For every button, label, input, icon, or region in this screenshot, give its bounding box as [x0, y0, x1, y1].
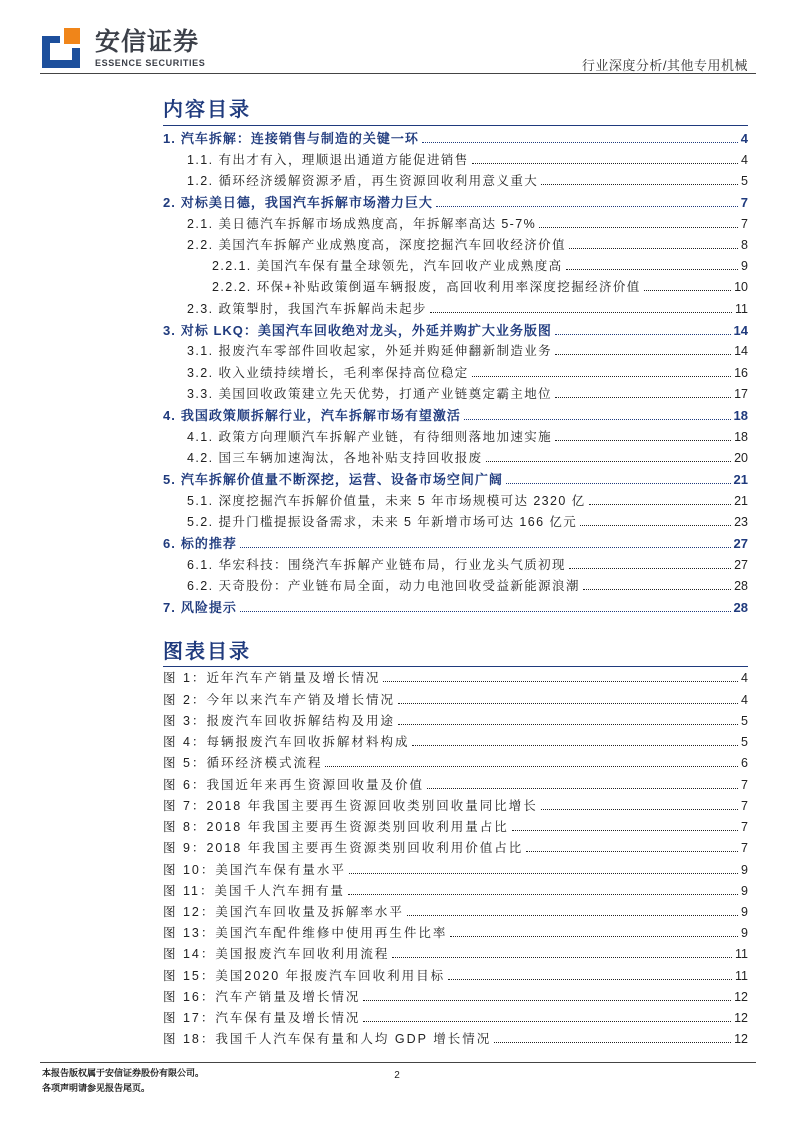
dot-leader — [407, 915, 738, 916]
dot-leader — [555, 334, 731, 335]
toc-entry-number: 4.1. — [187, 429, 214, 444]
toc-entry-page: 20 — [734, 450, 748, 465]
toc-entry-title: 汽车拆解价值量不断深挖，运营、设备市场空间广阔 — [180, 472, 503, 488]
toc-entry-number: 5. — [163, 472, 176, 488]
toc-entry-6-2[interactable] — [163, 576, 748, 597]
dot-leader — [472, 376, 731, 377]
figure-entry-title: 2018 年我国主要再生资源类别回收利用量占比 — [206, 820, 509, 835]
toc-entry-1[interactable] — [163, 128, 748, 149]
figure-entry-label: 图 18： — [163, 1032, 216, 1047]
toc-entry-number: 4. — [163, 408, 176, 424]
toc-entry-page: 21 — [734, 493, 748, 508]
figure-entry-title: 我国近年来再生资源回收量及价值 — [206, 777, 424, 792]
toc-entry-page: 7 — [740, 195, 748, 211]
figure-entry-page: 4 — [741, 692, 748, 707]
toc-entry-page: 7 — [741, 216, 748, 231]
figures-list — [163, 668, 748, 1050]
figure-entry-label: 图 11： — [163, 883, 215, 898]
essence-securities-logo — [42, 28, 82, 68]
footer-divider — [40, 1062, 756, 1063]
figure-entry-page: 7 — [741, 841, 748, 856]
figure-entry-title: 汽车保有量及增长情况 — [215, 1011, 361, 1026]
figure-entry-page: 9 — [741, 883, 748, 898]
toc-entry-title: 天奇股份：产业链布局全面，动力电池回收受益新能源浪潮 — [218, 578, 580, 593]
toc-entry-6-1[interactable] — [163, 555, 748, 576]
toc-entry-page: 14 — [734, 344, 748, 359]
figure-entry-3[interactable] — [163, 711, 748, 732]
header-divider — [40, 73, 756, 74]
dot-leader — [464, 419, 731, 420]
dot-leader — [363, 1000, 731, 1001]
toc-entry-1-1[interactable] — [163, 150, 748, 171]
toc-entry-number: 2.2. — [187, 237, 214, 252]
dot-leader — [580, 525, 731, 526]
figure-entry-label: 图 7： — [163, 798, 207, 813]
brand-name-chinese: 安信证券 — [95, 28, 200, 56]
dot-leader — [325, 766, 738, 767]
toc-entry-page: 8 — [741, 237, 748, 252]
figure-entry-4[interactable] — [163, 732, 748, 753]
figure-entry-title: 美国汽车配件维修中使用再生件比率 — [215, 926, 448, 941]
toc-entry-title: 对标美日德，我国汽车拆解市场潜力巨大 — [180, 195, 433, 211]
figure-entry-9[interactable] — [163, 838, 748, 859]
toc-entry-page: 27 — [734, 557, 748, 572]
figure-entry-title: 今年以来汽车产销及增长情况 — [206, 692, 395, 707]
dot-leader — [494, 1042, 731, 1043]
toc-entry-3-2[interactable] — [163, 363, 748, 384]
figure-entry-label: 图 13： — [163, 926, 216, 941]
figure-entry-page: 7 — [741, 777, 748, 792]
toc-entry-5-2[interactable] — [163, 512, 748, 533]
toc-entry-title: 对标 LKQ：美国汽车回收绝对龙头，外延并购扩大业务版图 — [180, 323, 552, 339]
toc-entry-page: 18 — [734, 429, 748, 444]
dot-leader — [555, 397, 731, 398]
figure-entry-label: 图 17： — [163, 1011, 216, 1026]
figure-entry-label: 图 3： — [163, 713, 207, 728]
toc-entry-number: 7. — [163, 600, 176, 616]
figure-entry-title: 循环经济模式流程 — [206, 756, 323, 771]
figure-entry-label: 图 16： — [163, 989, 216, 1004]
figure-entry-page: 12 — [734, 1011, 748, 1026]
figure-entry-title: 近年汽车产销量及增长情况 — [206, 671, 381, 686]
figure-entry-12[interactable] — [163, 902, 748, 923]
toc-heading-rule — [163, 125, 748, 126]
dot-leader — [363, 1021, 731, 1022]
figure-entry-17[interactable] — [163, 1008, 748, 1029]
toc-entry-page: 5 — [741, 173, 748, 188]
dot-leader — [472, 163, 738, 164]
toc-entry-page: 28 — [733, 600, 748, 616]
toc-entry-title: 循环经济缓解资源矛盾，再生资源回收利用意义重大 — [218, 173, 539, 188]
toc-entry-page: 9 — [741, 259, 748, 274]
toc-entry-2[interactable] — [163, 192, 748, 213]
figure-entry-page: 9 — [741, 904, 748, 919]
toc-entry-number: 3.1. — [187, 344, 214, 359]
toc-entry-number: 1.2. — [187, 173, 214, 188]
toc-entry-2-2-1[interactable] — [163, 256, 748, 277]
toc-entry-page: 10 — [734, 280, 748, 295]
figure-entry-page: 9 — [741, 926, 748, 941]
dot-leader — [450, 936, 738, 937]
figure-entry-title: 2018 年我国主要再生资源回收类别回收量同比增长 — [206, 798, 538, 813]
figure-entry-title: 2018 年我国主要再生资源类别回收利用价值占比 — [206, 841, 524, 856]
figure-entry-15[interactable] — [163, 966, 748, 987]
figures-heading: 图表目录 — [163, 641, 251, 663]
toc-entry-number: 2.2.2. — [212, 280, 252, 295]
toc-entry-title: 美日德汽车拆解市场成熟度高，年拆解率高达 5-7% — [218, 216, 537, 231]
toc-entry-4-1[interactable] — [163, 427, 748, 448]
dot-leader — [541, 809, 738, 810]
toc-entry-title: 报废汽车零部件回收起家，外延并购延伸翻新制造业务 — [218, 344, 553, 359]
toc-entry-5[interactable] — [163, 469, 748, 490]
toc-entry-number: 2.1. — [187, 216, 214, 231]
toc-entry-page: 11 — [735, 301, 748, 316]
toc-entry-number: 3. — [163, 323, 176, 339]
figure-entry-6[interactable] — [163, 775, 748, 796]
figure-entry-page: 11 — [735, 968, 748, 983]
toc-entry-number: 1.1. — [187, 152, 214, 167]
figure-entry-label: 图 5： — [163, 756, 207, 771]
toc-entry-title: 国三车辆加速淘汰，各地补贴支持回收报废 — [218, 450, 483, 465]
toc-entry-number: 3.3. — [187, 387, 214, 402]
report-category: 行业深度分析/其他专用机械 — [581, 58, 748, 73]
toc-entry-title: 汽车拆解：连接销售与制造的关键一环 — [180, 131, 419, 147]
toc-heading: 内容目录 — [163, 99, 251, 121]
dot-leader — [539, 227, 738, 228]
figure-entry-title: 美国千人汽车拥有量 — [214, 883, 345, 898]
toc-entry-title: 美国回收政策建立先天优势，打通产业链奠定霸主地位 — [218, 387, 553, 402]
toc-entry-3-1[interactable] — [163, 341, 748, 362]
toc-entry-2-2[interactable] — [163, 235, 748, 256]
disclaimer-notice: 各项声明请参见报告尾页。 — [42, 1083, 151, 1093]
toc-entry-title: 深度挖掘汽车拆解价值量，未来 5 年市场规模可达 2320 亿 — [218, 493, 586, 508]
toc-entry-4-2[interactable] — [163, 448, 748, 469]
toc-list — [163, 128, 748, 618]
toc-entry-title: 提升门槛提振设备需求，未来 5 年新增市场可达 166 亿元 — [218, 514, 578, 529]
toc-entry-number: 4.2. — [187, 450, 214, 465]
figure-entry-label: 图 2： — [163, 692, 207, 707]
dot-leader — [427, 788, 738, 789]
dot-leader — [644, 290, 731, 291]
dot-leader — [436, 206, 738, 207]
dot-leader — [383, 681, 738, 682]
dot-leader — [486, 461, 732, 462]
figure-entry-label: 图 6： — [163, 777, 207, 792]
toc-entry-number: 2.3. — [187, 301, 214, 316]
toc-entry-3-3[interactable] — [163, 384, 748, 405]
figure-entry-label: 图 4： — [163, 735, 207, 750]
figure-entry-18[interactable] — [163, 1029, 748, 1050]
figure-entry-title: 我国千人汽车保有量和人均 GDP 增长情况 — [215, 1032, 492, 1047]
toc-entry-title: 风险提示 — [180, 600, 237, 616]
toc-entry-6[interactable] — [163, 533, 748, 554]
toc-entry-title: 美国汽车保有量全球领先，汽车回收产业成熟度高 — [256, 259, 563, 274]
toc-entry-title: 美国汽车拆解产业成熟度高，深度挖掘汽车回收经济价值 — [218, 237, 566, 252]
figure-entry-label: 图 15： — [163, 968, 216, 983]
toc-entry-page: 27 — [733, 536, 748, 552]
toc-entry-3[interactable] — [163, 320, 748, 341]
dot-leader — [583, 589, 731, 590]
dot-leader — [392, 957, 732, 958]
dot-leader — [430, 312, 732, 313]
dot-leader — [398, 724, 738, 725]
copyright-notice: 本报告版权属于安信证券股份有限公司。 — [42, 1068, 205, 1078]
toc-entry-number: 6.1. — [187, 557, 214, 572]
dot-leader — [240, 547, 731, 548]
figure-entry-page: 6 — [741, 756, 748, 771]
toc-entry-page: 4 — [740, 131, 748, 147]
page-number: 2 — [394, 1070, 400, 1081]
dot-leader — [448, 979, 732, 980]
toc-entry-title: 华宏科技：围绕汽车拆解产业链布局，行业龙头气质初现 — [218, 557, 566, 572]
dot-leader — [589, 504, 732, 505]
figure-entry-page: 11 — [735, 947, 748, 962]
toc-entry-4[interactable] — [163, 405, 748, 426]
figure-entry-title: 美国汽车保有量水平 — [215, 862, 346, 877]
dot-leader — [412, 745, 738, 746]
toc-entry-title: 标的推荐 — [180, 536, 237, 552]
figure-entry-page: 7 — [741, 798, 748, 813]
brand-name-english: ESSENCE SECURITIES — [95, 58, 206, 68]
figure-entry-13[interactable] — [163, 923, 748, 944]
figure-entry-14[interactable] — [163, 944, 748, 965]
toc-entry-page: 21 — [733, 472, 748, 488]
figure-entry-title: 报废汽车回收拆解结构及用途 — [206, 713, 395, 728]
figure-entry-1[interactable] — [163, 668, 748, 689]
figures-heading-rule — [163, 666, 748, 667]
figure-entry-label: 图 10： — [163, 862, 216, 877]
toc-entry-number: 5.2. — [187, 514, 214, 529]
figure-entry-8[interactable] — [163, 817, 748, 838]
figure-entry-page: 5 — [741, 713, 748, 728]
dot-leader — [555, 440, 731, 441]
toc-entry-title: 我国政策顺拆解行业，汽车拆解市场有望激活 — [180, 408, 461, 424]
toc-entry-title: 环保+补贴政策倒逼车辆报废，高回收利用率深度挖掘经济价值 — [256, 280, 641, 295]
toc-entry-page: 4 — [741, 152, 748, 167]
figure-entry-10[interactable] — [163, 860, 748, 881]
toc-entry-page: 18 — [733, 408, 748, 424]
figure-entry-page: 12 — [734, 1032, 748, 1047]
toc-entry-5-1[interactable] — [163, 491, 748, 512]
toc-entry-page: 17 — [734, 387, 748, 402]
figure-entry-2[interactable] — [163, 690, 748, 711]
toc-entry-number: 2.2.1. — [212, 259, 252, 274]
figure-entry-label: 图 14： — [163, 947, 216, 962]
toc-entry-number: 6. — [163, 536, 176, 552]
dot-leader — [422, 142, 738, 143]
figure-entry-title: 美国报废汽车回收利用流程 — [215, 947, 390, 962]
figure-entry-title: 美国2020 年报废汽车回收利用目标 — [215, 968, 446, 983]
toc-entry-number: 1. — [163, 131, 176, 147]
dot-leader — [541, 184, 738, 185]
figure-entry-title: 美国汽车回收量及拆解率水平 — [215, 904, 404, 919]
dot-leader — [240, 611, 731, 612]
figure-entry-label: 图 9： — [163, 841, 207, 856]
toc-entry-number: 5.1. — [187, 493, 214, 508]
toc-entry-title: 政策方向理顺汽车拆解产业链，有待细则落地加速实施 — [218, 429, 553, 444]
figure-entry-title: 汽车产销量及增长情况 — [215, 989, 361, 1004]
figure-entry-label: 图 1： — [163, 671, 207, 686]
toc-entry-2-2-2[interactable] — [163, 277, 748, 298]
dot-leader — [555, 354, 731, 355]
toc-entry-page: 28 — [734, 578, 748, 593]
figure-entry-5[interactable] — [163, 753, 748, 774]
figure-entry-title: 每辆报废汽车回收拆解材料构成 — [206, 735, 410, 750]
figure-entry-label: 图 8： — [163, 820, 207, 835]
toc-entry-title: 收入业绩持续增长，毛利率保持高位稳定 — [218, 365, 469, 380]
toc-entry-page: 16 — [734, 365, 748, 380]
toc-entry-number: 3.2. — [187, 365, 214, 380]
toc-entry-2-1[interactable] — [163, 214, 748, 235]
toc-entry-title: 政策掣肘，我国汽车拆解尚未起步 — [218, 301, 427, 316]
figure-entry-page: 5 — [741, 735, 748, 750]
dot-leader — [566, 269, 739, 270]
figure-entry-7[interactable] — [163, 796, 748, 817]
footer-notes — [42, 1066, 204, 1096]
figure-entry-page: 4 — [741, 671, 748, 686]
dot-leader — [512, 830, 738, 831]
toc-entry-title: 有出才有入，理顺退出通道方能促进销售 — [218, 152, 469, 167]
toc-entry-1-2[interactable] — [163, 171, 748, 192]
figure-entry-label: 图 12： — [163, 904, 216, 919]
figure-entry-11[interactable] — [163, 881, 748, 902]
toc-entry-7[interactable] — [163, 597, 748, 618]
toc-entry-page: 14 — [733, 323, 748, 339]
dot-leader — [569, 248, 738, 249]
figure-entry-page: 7 — [741, 820, 748, 835]
dot-leader — [348, 894, 738, 895]
dot-leader — [506, 483, 731, 484]
dot-leader — [526, 851, 738, 852]
toc-entry-2-3[interactable] — [163, 299, 748, 320]
dot-leader — [569, 568, 731, 569]
figure-entry-page: 12 — [734, 989, 748, 1004]
toc-entry-number: 6.2. — [187, 578, 214, 593]
toc-entry-page: 23 — [734, 514, 748, 529]
figure-entry-page: 9 — [741, 862, 748, 877]
figure-entry-16[interactable] — [163, 987, 748, 1008]
dot-leader — [398, 703, 738, 704]
dot-leader — [349, 873, 738, 874]
toc-entry-number: 2. — [163, 195, 176, 211]
